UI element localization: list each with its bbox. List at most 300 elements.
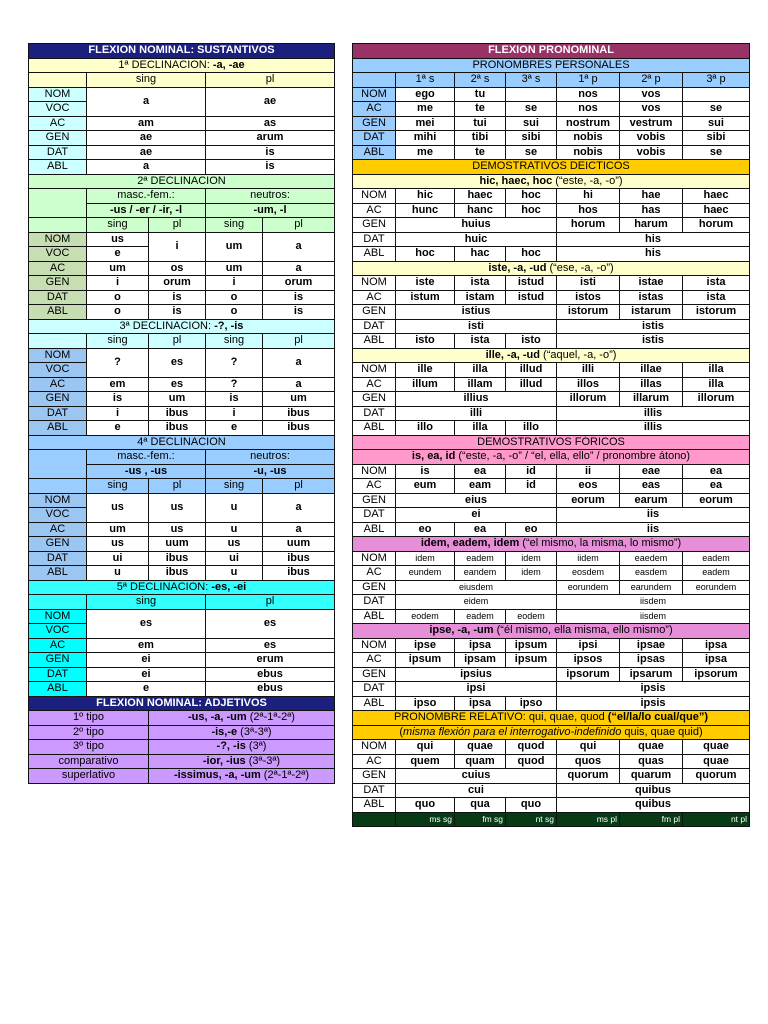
d4-mf-endings: -us , -us [87,464,206,479]
d1-sg-ac: am [87,116,206,131]
form-cell: iisdem [557,609,750,624]
form-cell: illi [396,406,557,421]
d4-n-label: neutros: [206,450,335,465]
form-cell: quem [396,754,455,769]
case-gen: GEN [29,392,87,407]
case-ac: AC [353,566,396,581]
relative-pronoun-note: (misma flexión para el interrogativo-indefinido quis, quae quid) [353,725,750,740]
case-gen: GEN [353,116,396,131]
d3-n-sg-nom-voc: ? [206,348,263,377]
form-cell: ipso [396,696,455,711]
person-header: 3ª s [506,73,557,88]
form-cell: illorum [557,392,620,407]
case-gen: GEN [29,131,87,146]
d2-n-pl-ac: a [263,261,335,276]
form-cell: eorundem [683,580,750,595]
d3-mf-pl-ac: es [149,377,206,392]
form-cell: horum [557,218,620,233]
d5-sg-abl: e [87,682,206,697]
form-cell: ipsi [557,638,620,653]
legend-nt-sg: nt sg [506,812,557,827]
relative-pronoun-title: PRONOMBRE RELATIVO: qui, quae, quod (“el/la/lo cual/que”) [353,711,750,726]
case-abl: ABL [29,566,87,581]
case-dat: DAT [353,682,396,697]
idem-subtitle: idem, eadem, idem (“el mismo, la misma, lo mismo”) [353,537,750,552]
form-cell: istorum [557,305,620,320]
d4-n-pl-abl: ibus [263,566,335,581]
case-nom: NOM [353,551,396,566]
legend-fm-sg: fm sg [455,812,506,827]
d4-n-sg-abl: u [206,566,263,581]
person-header: 3ª p [683,73,750,88]
d2-n-sg-abl: o [206,305,263,320]
d4-mf-sg-nom-voc: us [87,493,149,522]
form-cell: me [396,145,455,160]
d4-n-sg-ac: u [206,522,263,537]
form-cell: hunc [396,203,455,218]
d2-n-pl-abl: is [263,305,335,320]
case-ac: AC [353,479,396,494]
case-abl: ABL [353,798,396,813]
form-cell: has [620,203,683,218]
case-dat: DAT [353,232,396,247]
form-cell: iis [557,508,750,523]
form-cell [683,87,750,102]
form-cell: ipso [506,696,557,711]
empty-cell [29,450,87,479]
case-abl: ABL [29,305,87,320]
d4-n-pl-gen: uum [263,537,335,552]
d3-n-sg-ac: ? [206,377,263,392]
case-nom: NOM [353,87,396,102]
d4-mf-pl-gen: uum [149,537,206,552]
form-cell: hoc [506,189,557,204]
nominal-inflection-table [28,43,335,784]
d3-mf-sg-nom-voc: ? [87,348,149,377]
form-cell: nobis [557,131,620,146]
form-cell: isti [557,276,620,291]
d5-pl-gen: erum [206,653,335,668]
form-cell: earundem [620,580,683,595]
d3-mf-pl-abl: ibus [149,421,206,436]
form-cell: quo [396,798,455,813]
third-declension-title: 3ª DECLINACION: -?, -is [29,319,335,334]
case-voc: VOC [29,247,87,262]
form-cell: sui [683,116,750,131]
form-cell: qui [557,740,620,755]
d5-pl-nom-voc: es [206,609,335,638]
form-cell: quod [506,754,557,769]
header-pl: pl [149,218,206,233]
case-nom: NOM [29,348,87,363]
d1-pl-abl: is [206,160,335,175]
form-cell: id [506,464,557,479]
d2-n-sg-nom-voc: um [206,232,263,261]
adj-type-endings: -ior, -ius (3ª-3ª) [149,754,335,769]
form-cell: eundem [396,566,455,581]
form-cell [506,87,557,102]
empty-cell [353,812,396,827]
form-cell: quae [455,740,506,755]
form-cell: istos [557,290,620,305]
d3-n-sg-gen: is [206,392,263,407]
form-cell: ipsorum [557,667,620,682]
form-cell: idem [506,566,557,581]
case-dat: DAT [353,406,396,421]
case-dat: DAT [29,551,87,566]
form-cell: his [557,247,750,262]
d3-mf-pl-gen: um [149,392,206,407]
form-cell: illa [455,363,506,378]
form-cell: eodem [506,609,557,624]
case-gen: GEN [29,537,87,552]
person-header: 2ª s [455,73,506,88]
fifth-declension-title: 5ª DECLINACION: -es, -ei [29,580,335,595]
form-cell: quod [506,740,557,755]
first-declension-title: 1ª DECLINACION: -a, -ae [29,58,335,73]
d4-mf-sg-gen: us [87,537,149,552]
form-cell: isti [396,319,557,334]
person-header: 1ª s [396,73,455,88]
form-cell: ipsarum [620,667,683,682]
case-dat: DAT [353,783,396,798]
d4-mf-sg-ac: um [87,522,149,537]
form-cell: ego [396,87,455,102]
case-nom: NOM [29,609,87,624]
form-cell: tui [455,116,506,131]
case-voc: VOC [29,624,87,639]
form-cell: hoc [506,247,557,262]
case-nom: NOM [353,363,396,378]
case-nom: NOM [353,189,396,204]
d3-n-pl-ac: a [263,377,335,392]
case-nom: NOM [353,740,396,755]
case-voc: VOC [29,508,87,523]
person-header: 1ª p [557,73,620,88]
form-cell: qui [396,740,455,755]
form-cell: istis [557,319,750,334]
case-dat: DAT [29,406,87,421]
form-cell: ipsa [455,638,506,653]
adj-type-label: superlativo [29,769,149,784]
d2-n-pl-nom-voc: a [263,232,335,261]
form-cell: eo [506,522,557,537]
case-dat: DAT [353,131,396,146]
adj-type-label: 1º tipo [29,711,149,726]
case-gen: GEN [29,653,87,668]
form-cell: eaedem [620,551,683,566]
form-cell: ea [683,464,750,479]
form-cell: ipsam [455,653,506,668]
deictic-demonstratives-title: DEMOSTRATIVOS DEICTICOS [353,160,750,175]
form-cell: ipsum [506,638,557,653]
case-ac: AC [29,116,87,131]
form-cell: illam [455,377,506,392]
form-cell: eorum [557,493,620,508]
form-cell: quae [683,754,750,769]
form-cell: hic [396,189,455,204]
form-cell: sui [506,116,557,131]
form-cell: eo [396,522,455,537]
case-abl: ABL [29,160,87,175]
d3-mf-sg-ac: em [87,377,149,392]
iste-subtitle: iste, -a, -ud (“ese, -a, -o”) [353,261,750,276]
is-subtitle: is, ea, id (“este, -a, -o” / “el, ella, ello” / pronombre átono) [353,450,750,465]
case-dat: DAT [29,145,87,160]
form-cell: ipsa [683,653,750,668]
form-cell: ipsi [396,682,557,697]
phoric-demonstratives-title: DEMOSTRATIVOS FÓRICOS [353,435,750,450]
form-cell: ea [683,479,750,494]
form-cell: me [396,102,455,117]
case-nom: NOM [29,87,87,102]
d1-pl-gen: arum [206,131,335,146]
header-sing: sing [87,218,149,233]
d2-n-sg-dat: o [206,290,263,305]
form-cell: ipsum [506,653,557,668]
empty-cell [29,73,87,88]
form-cell: hi [557,189,620,204]
form-cell: illum [396,377,455,392]
d3-mf-sg-dat: i [87,406,149,421]
form-cell: id [506,479,557,494]
header-sing: sing [206,334,263,349]
case-gen: GEN [29,276,87,291]
d3-n-sg-abl: e [206,421,263,436]
d1-sg-dat: ae [87,145,206,160]
d1-pl-dat: is [206,145,335,160]
case-dat: DAT [353,595,396,610]
header-sing: sing [87,334,149,349]
form-cell: sibi [506,131,557,146]
adj-type-label: 3º tipo [29,740,149,755]
form-cell: ipsas [620,653,683,668]
d3-mf-sg-gen: is [87,392,149,407]
d4-n-sg-nom-voc: u [206,493,263,522]
adj-type-endings: -issimus, -a, -um (2ª-1ª-2ª) [149,769,335,784]
form-cell: iis [557,522,750,537]
form-cell: eodem [396,609,455,624]
form-cell: harum [620,218,683,233]
d4-n-endings: -u, -us [206,464,335,479]
form-cell: illas [620,377,683,392]
d2-mf-sg-dat: o [87,290,149,305]
d5-sg-dat: ei [87,667,206,682]
case-abl: ABL [353,696,396,711]
person-header: 2ª p [620,73,683,88]
form-cell: illud [506,363,557,378]
form-cell: ipsos [557,653,620,668]
case-gen: GEN [353,392,396,407]
d3-n-pl-gen: um [263,392,335,407]
form-cell: mihi [396,131,455,146]
d5-sg-ac: em [87,638,206,653]
empty-cell [29,218,87,233]
case-ac: AC [353,754,396,769]
ille-subtitle: ille, -a, -ud (“aquel, -a, -o”) [353,348,750,363]
form-cell: quibus [557,798,750,813]
d2-n-sg-gen: i [206,276,263,291]
form-cell: illud [506,377,557,392]
form-cell: illae [620,363,683,378]
form-cell: illos [557,377,620,392]
case-gen: GEN [353,580,396,595]
pronouns-title: FLEXION PRONOMINAL [353,44,750,59]
form-cell: nos [557,102,620,117]
second-declension-title: 2ª DECLINACION [29,174,335,189]
form-cell: isto [396,334,455,349]
d4-n-pl-ac: a [263,522,335,537]
form-cell: idem [506,551,557,566]
form-cell: easdem [620,566,683,581]
form-cell: se [683,102,750,117]
form-cell: eius [396,493,557,508]
form-cell: eam [455,479,506,494]
case-abl: ABL [29,421,87,436]
form-cell: qua [455,798,506,813]
d5-sg-nom-voc: es [87,609,206,638]
d2-mf-endings: -us / -er / -ir, -l [87,203,206,218]
form-cell: hac [455,247,506,262]
form-cell: huius [396,218,557,233]
case-gen: GEN [353,667,396,682]
form-cell: nos [557,87,620,102]
header-pl: pl [263,218,335,233]
d5-sg-gen: ei [87,653,206,668]
case-nom: NOM [353,638,396,653]
form-cell: illa [455,421,506,436]
d2-mf-pl-abl: is [149,305,206,320]
form-cell: quo [506,798,557,813]
form-cell: haec [683,203,750,218]
form-cell: illi [557,363,620,378]
form-cell: vobis [620,131,683,146]
form-cell: ipsorum [683,667,750,682]
adj-type-label: comparativo [29,754,149,769]
empty-cell [29,595,87,610]
case-abl: ABL [29,682,87,697]
form-cell: ipsis [557,682,750,697]
form-cell: istam [455,290,506,305]
d3-mf-sg-abl: e [87,421,149,436]
d2-mf-sg-ac: um [87,261,149,276]
form-cell: eum [396,479,455,494]
case-voc: VOC [29,363,87,378]
header-sing: sing [87,73,206,88]
form-cell: nobis [557,145,620,160]
case-ac: AC [29,638,87,653]
empty-cell [29,334,87,349]
d4-mf-pl-dat: ibus [149,551,206,566]
form-cell: eiusdem [396,580,557,595]
d2-n-pl-gen: orum [263,276,335,291]
d1-pl-nom-voc: ae [206,87,335,116]
hic-subtitle: hic, haec, hoc (“este, -a, -o”) [353,174,750,189]
d4-mf-sg-abl: u [87,566,149,581]
legend-ms-pl: ms pl [557,812,620,827]
case-gen: GEN [353,493,396,508]
form-cell: eosdem [557,566,620,581]
form-cell: eorundem [557,580,620,595]
form-cell: te [455,102,506,117]
case-voc: VOC [29,102,87,117]
form-cell: quos [557,754,620,769]
form-cell: eadem [683,566,750,581]
form-cell: ista [455,334,506,349]
form-cell: quorum [683,769,750,784]
d2-mf-sg-gen: i [87,276,149,291]
header-pl: pl [263,479,335,494]
form-cell: istud [506,290,557,305]
d4-mf-pl-abl: ibus [149,566,206,581]
empty-cell [29,479,87,494]
form-cell: eorum [683,493,750,508]
form-cell: eos [557,479,620,494]
header-sing: sing [87,479,149,494]
form-cell: illarum [620,392,683,407]
form-cell: ille [396,363,455,378]
form-cell: illo [396,421,455,436]
case-abl: ABL [353,522,396,537]
form-cell: tu [455,87,506,102]
case-gen: GEN [353,769,396,784]
case-nom: NOM [353,276,396,291]
form-cell: ea [455,464,506,479]
form-cell: eadem [683,551,750,566]
form-cell: eadem [455,551,506,566]
form-cell: se [506,102,557,117]
form-cell: istorum [683,305,750,320]
case-nom: NOM [353,464,396,479]
d4-mf-pl-nom-voc: us [149,493,206,522]
d1-sg-gen: ae [87,131,206,146]
form-cell: ipsum [396,653,455,668]
adjectives-title: FLEXION NOMINAL: ADJETIVOS [29,696,335,711]
form-cell: eandem [455,566,506,581]
form-cell: iisdem [557,595,750,610]
form-cell: quae [620,740,683,755]
d4-n-sg-dat: ui [206,551,263,566]
header-pl: pl [263,334,335,349]
form-cell: vestrum [620,116,683,131]
form-cell: huic [396,232,557,247]
fourth-declension-title: 4ª DECLINACION [29,435,335,450]
form-cell: ei [396,508,557,523]
form-cell: is [396,464,455,479]
form-cell: quam [455,754,506,769]
d3-n-pl-nom-voc: a [263,348,335,377]
form-cell: vos [620,102,683,117]
d2-n-label: neutros: [206,189,335,204]
d5-pl-ac: es [206,638,335,653]
case-abl: ABL [353,145,396,160]
form-cell: illa [683,377,750,392]
d2-mf-pl-gen: orum [149,276,206,291]
header-pl: pl [206,595,335,610]
form-cell: se [506,145,557,160]
form-cell: istum [396,290,455,305]
form-cell: illis [557,421,750,436]
form-cell: istas [620,290,683,305]
header-pl: pl [149,479,206,494]
form-cell: hoc [396,247,455,262]
case-abl: ABL [353,421,396,436]
form-cell: ista [683,276,750,291]
form-cell: eadem [455,609,506,624]
header-sing: sing [87,595,206,610]
form-cell: ista [455,276,506,291]
form-cell: earum [620,493,683,508]
